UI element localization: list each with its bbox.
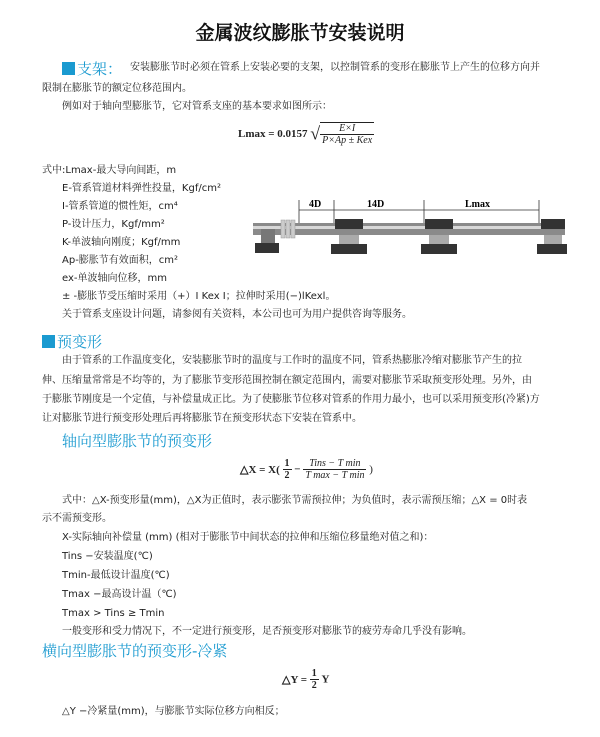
- formula-rhs: Y: [321, 673, 330, 686]
- variable-line: I-管系管道的惯性矩，cm⁴: [62, 201, 178, 212]
- variable-line: E-管系管道材料弹性投量，Kgf/cm²: [62, 183, 221, 194]
- formula-numerator: Tins − T min: [303, 458, 366, 470]
- variable-line: ex-单波轴向位移，mm: [62, 273, 167, 284]
- formula-denominator: P×Ap ± Kex: [322, 135, 373, 146]
- heading-text: 支架：: [77, 60, 123, 78]
- paragraph-line: 例如对于轴向型膨胀节，它对管系支座的基本要求如图所示：: [62, 101, 332, 112]
- formula-lhs: △Y =: [282, 674, 308, 686]
- paragraph-line: 让对膨胀节进行预变形处理后再将膨胀节在预变形状态下安装在管系中。: [42, 413, 362, 424]
- paragraph-line: Tmax > Tins ≥ Tmin: [62, 608, 165, 619]
- formula-denominator: 2: [311, 680, 317, 691]
- bellows: [281, 220, 295, 238]
- heading-text: 预变形: [57, 333, 103, 351]
- paragraph-line: 伸、压缩量常常是不均等的，为了膨胀节变形范围控制在额定范围内，需要对膨胀节采取预变形处理。另外，由: [42, 375, 532, 386]
- bullet-square-icon: [62, 62, 75, 75]
- formula-numerator: 1: [284, 458, 290, 469]
- paragraph-line: 限制在膨胀节的额定位移范围内。: [42, 83, 192, 94]
- formula-delta-y: [282, 668, 329, 691]
- section-heading-support: [62, 58, 122, 79]
- paragraph-line: X-实际轴向补偿量 (mm) (相对于膨胀节中间状态的拉伸和压缩位移量绝对值之和)：: [62, 532, 434, 543]
- section-heading-predeform: [42, 331, 102, 352]
- variable-line: 关于管系支座设计问题，请参阅有关资料，本公司也可为用户提供咨询等服务。: [62, 309, 412, 320]
- variable-line: Ap-膨胀节有效面积，cm²: [62, 255, 179, 266]
- formula-numerator: 1: [311, 668, 317, 679]
- subheading-axial: 轴向型膨胀节的预变形: [62, 432, 213, 450]
- paragraph-line: 式中：△X-预变形量(mm)，△X为正值时，表示膨张节需预拉伸；为负值时，表示需预压缩；△X = 0时表: [62, 495, 528, 506]
- paragraph-line: 安装膨胀节时必须在管系上安装必要的支架，以控制管系的变形在膨胀节上产生的位移方向并: [130, 62, 540, 73]
- formula-operator: −: [294, 463, 301, 476]
- variable-line: P-设计压力，Kgf/mm²: [62, 219, 165, 230]
- formula-lmax: Lmax = 0.0157 √ $\frac{E\times I}{\text{P×Ap ± Kex}}$: [238, 123, 373, 146]
- page-title: 金属波纹膨胀节安装说明: [195, 22, 405, 44]
- paragraph-line: 示不需预变形。: [42, 513, 112, 524]
- formula-numerator: E×I: [320, 123, 374, 135]
- paragraph-line: Tins −安装温度(℃): [62, 551, 153, 562]
- formula-delta-x: [240, 458, 373, 481]
- formula-denominator: 2: [284, 470, 290, 481]
- dim-label-4d: 4D: [309, 199, 322, 210]
- paragraph-line: 于膨胀节刚度是一个定值，与补偿量成正比。为了使膨胀节位移对管系的作用力最小，也可以采用预变形(冷紧)方: [42, 394, 540, 405]
- formula-lhs: △X = X(: [240, 464, 280, 476]
- dim-label-14d: 14D: [367, 199, 385, 210]
- formula-denominator: T max − T min: [305, 470, 365, 481]
- paragraph-line: Tmax −最高设计温（℃): [62, 589, 177, 600]
- paragraph-line: 一般变形和受力情况下，不一定进行预变形，足否预变形对膨胀节的疲劳寿命几乎没有影响。: [62, 626, 472, 637]
- paragraph-line: 由于管系的工作温度变化，安装膨胀节时的温度与工作时的温度不同，管系热膨胀冷缩对膨胀节产生的拉: [62, 355, 522, 366]
- support-diagram: [245, 195, 575, 275]
- formula-rhs: ): [369, 463, 373, 476]
- subheading-lateral: 横向型膨胀节的预变形-冷紧: [42, 642, 228, 660]
- guide-support: [537, 219, 567, 254]
- formula-lhs: Lmax = 0.0157: [238, 128, 308, 140]
- variable-line: 式中:Lmax-最大导向间距，m: [42, 165, 177, 176]
- variable-line: K-单波轴向刚度；Kgf/mm: [62, 237, 181, 248]
- variable-line: ± -膨胀节受压缩时采用（+）I Kex I；拉伸时采用(−)lKexl。: [62, 291, 336, 302]
- dim-label-lmax: Lmax: [465, 199, 490, 210]
- bullet-square-icon: [42, 335, 55, 348]
- guide-support: [331, 219, 367, 254]
- paragraph-line: △Y −冷紧量(mm)，与膨胀节实际位移方向相反；: [62, 706, 285, 717]
- guide-support: [421, 219, 457, 254]
- paragraph-line: Tmin-最低设计温度(℃): [62, 570, 170, 581]
